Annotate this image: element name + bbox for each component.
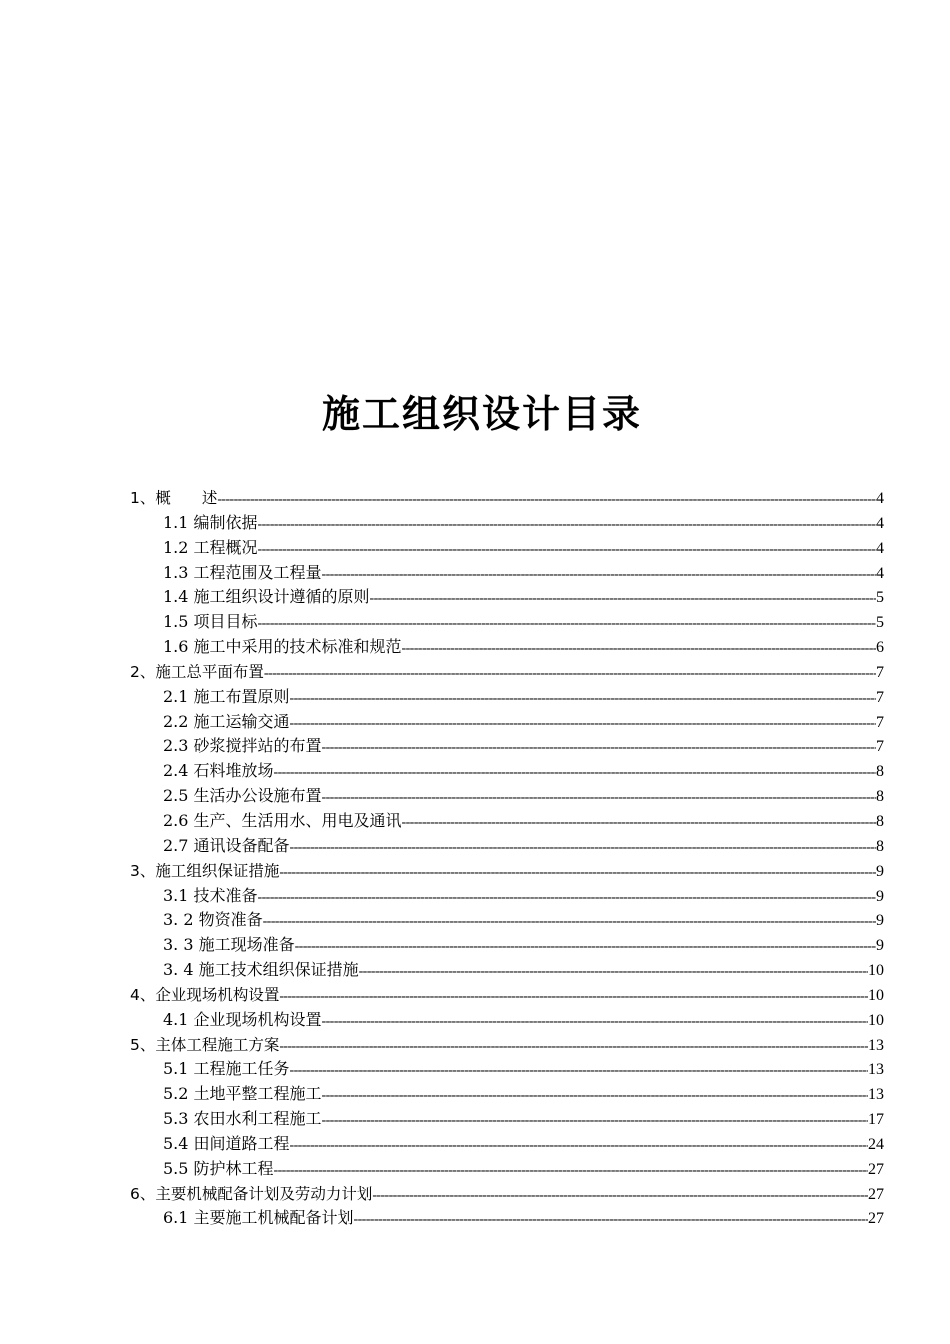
toc-leader-dashes — [290, 712, 876, 737]
toc-page-number: 8 — [876, 788, 884, 806]
toc-section-entry[interactable] — [130, 1082, 884, 1107]
toc-entry-label: 2.7 通讯设备配备 — [163, 835, 290, 855]
toc-page-number: 7 — [876, 738, 884, 756]
toc-entry-label: 1.4 施工组织设计遵循的原则 — [163, 587, 370, 607]
toc-chapter-entry[interactable] — [130, 486, 884, 511]
toc-entry-label: 4、企业现场机构设置 — [130, 985, 280, 1004]
toc-page-number: 4 — [876, 564, 884, 582]
toc-leader-dashes — [322, 736, 876, 761]
toc-entry-label: 6.1 主要施工机械配备计划 — [163, 1208, 354, 1228]
toc-leader-dashes — [264, 662, 876, 687]
toc-leader-dashes — [274, 1159, 868, 1184]
toc-leader-dashes — [372, 1184, 868, 1209]
toc-entry-label: 2、施工总平面布置 — [130, 662, 264, 681]
toc-entry-label: 1、概 述 — [130, 489, 218, 507]
toc-entry-label: 3.1 技术准备 — [163, 885, 258, 905]
toc-page-number: 4 — [876, 490, 884, 507]
toc-section-entry[interactable] — [130, 908, 884, 933]
toc-chapter-entry[interactable] — [130, 1182, 884, 1207]
toc-leader-dashes — [290, 1134, 868, 1159]
toc-page-number: 8 — [876, 763, 884, 781]
toc-chapter-entry[interactable] — [130, 859, 884, 884]
toc-section-entry[interactable] — [130, 685, 884, 710]
toc-entry-label: 4.1 企业现场机构设置 — [163, 1009, 322, 1029]
toc-page-number: 6 — [876, 639, 884, 657]
toc-page-number: 10 — [868, 986, 884, 1004]
toc-section-entry[interactable] — [130, 809, 884, 834]
toc-page-number: 7 — [876, 713, 884, 731]
toc-entry-label: 2.4 石料堆放场 — [163, 761, 274, 781]
toc-section-entry[interactable] — [130, 710, 884, 735]
toc-leader-dashes — [322, 563, 876, 588]
toc-section-entry[interactable] — [130, 1157, 884, 1182]
toc-entry-label: 3、施工组织保证措施 — [130, 861, 280, 880]
toc-section-entry[interactable] — [130, 1206, 884, 1231]
toc-section-entry[interactable] — [130, 1008, 884, 1033]
toc-section-entry[interactable] — [130, 610, 884, 635]
toc-chapter-entry[interactable] — [130, 660, 884, 685]
toc-entry-label: 2.1 施工布置原则 — [163, 686, 290, 706]
toc-page-number: 27 — [868, 1160, 884, 1178]
toc-leader-dashes — [290, 1059, 868, 1084]
toc-entry-label: 5、主体工程施工方案 — [130, 1035, 280, 1054]
toc-page-number: 17 — [868, 1111, 884, 1129]
toc-section-entry[interactable] — [130, 536, 884, 561]
toc-leader-dashes — [279, 1035, 868, 1060]
toc-page-number: 8 — [876, 812, 884, 830]
toc-entry-label: 6、主要机械配备计划及劳动力计划 — [130, 1184, 373, 1203]
toc-page-number: 9 — [876, 912, 884, 930]
toc-section-entry[interactable] — [130, 958, 884, 983]
toc-leader-dashes — [258, 612, 876, 637]
toc-entry-label: 5.3 农田水利工程施工 — [163, 1109, 322, 1129]
toc-entry-label: 3. 4 施工技术组织保证措施 — [163, 960, 359, 980]
toc-section-entry[interactable] — [130, 1057, 884, 1082]
toc-entry-label: 1.2 工程概况 — [163, 537, 258, 557]
toc-entry-label: 3. 2 物资准备 — [163, 910, 263, 930]
toc-page-number: 9 — [876, 862, 884, 880]
toc-section-entry[interactable] — [130, 635, 884, 660]
toc-leader-dashes — [354, 1208, 868, 1233]
toc-entry-label: 2.2 施工运输交通 — [163, 711, 290, 731]
toc-entry-label: 1.6 施工中采用的技术标准和规范 — [163, 637, 402, 657]
toc-section-entry[interactable] — [130, 511, 884, 536]
toc-section-entry[interactable] — [130, 933, 884, 958]
toc-leader-dashes — [295, 935, 876, 960]
toc-entry-label: 1.3 工程范围及工程量 — [163, 562, 322, 582]
toc-leader-dashes — [274, 761, 876, 786]
toc-leader-dashes — [263, 910, 876, 935]
toc-leader-dashes — [258, 886, 876, 911]
toc-leader-dashes — [402, 811, 876, 836]
toc-page-number: 10 — [868, 962, 884, 980]
toc-section-entry[interactable] — [130, 585, 884, 610]
toc-page-number: 13 — [868, 1061, 884, 1079]
toc-entry-label: 2.3 砂浆搅拌站的布置 — [163, 736, 322, 756]
toc-page-number: 4 — [876, 514, 884, 532]
toc-entry-label: 2.5 生活办公设施布置 — [163, 786, 322, 806]
toc-page-number: 9 — [876, 937, 884, 955]
toc-section-entry[interactable] — [130, 784, 884, 809]
toc-entry-label: 5.5 防护林工程 — [163, 1158, 274, 1178]
toc-section-entry[interactable] — [130, 734, 884, 759]
table-of-contents — [130, 486, 884, 1231]
toc-page-number: 27 — [868, 1210, 884, 1228]
toc-section-entry[interactable] — [130, 759, 884, 784]
toc-page-number: 7 — [876, 663, 884, 681]
document-title: 施工组织设计目录 — [321, 392, 642, 436]
toc-entry-label: 5.1 工程施工任务 — [163, 1059, 290, 1079]
toc-entry-label: 1.1 编制依据 — [163, 512, 258, 532]
toc-leader-dashes — [322, 1010, 868, 1035]
toc-entry-label: 3. 3 施工现场准备 — [163, 935, 295, 955]
toc-chapter-entry[interactable] — [130, 983, 884, 1008]
toc-page-number: 27 — [868, 1185, 884, 1203]
toc-page-number: 7 — [876, 688, 884, 706]
toc-entry-label: 5.2 土地平整工程施工 — [163, 1084, 322, 1104]
toc-page-number: 5 — [876, 614, 884, 632]
toc-chapter-entry[interactable] — [130, 1033, 884, 1058]
toc-page-number: 4 — [876, 539, 884, 557]
toc-leader-dashes — [402, 637, 876, 662]
toc-leader-dashes — [279, 985, 868, 1010]
toc-page-number: 8 — [876, 837, 884, 855]
toc-leader-dashes — [217, 488, 876, 513]
toc-page-number: 9 — [876, 887, 884, 905]
toc-leader-dashes — [258, 538, 876, 563]
toc-section-entry[interactable] — [130, 1132, 884, 1157]
toc-entry-label: 2.6 生产、生活用水、用电及通讯 — [163, 810, 402, 830]
toc-page-number: 10 — [868, 1011, 884, 1029]
toc-leader-dashes — [322, 1109, 868, 1134]
toc-leader-dashes — [322, 786, 876, 811]
toc-entry-label: 5.4 田间道路工程 — [163, 1133, 290, 1153]
toc-section-entry[interactable] — [130, 834, 884, 859]
toc-leader-dashes — [279, 861, 876, 886]
toc-page-number: 13 — [868, 1036, 884, 1054]
toc-section-entry[interactable] — [130, 1107, 884, 1132]
toc-page-number: 13 — [868, 1086, 884, 1104]
toc-page-number: 5 — [876, 589, 884, 607]
toc-leader-dashes — [258, 513, 876, 538]
toc-leader-dashes — [322, 1084, 868, 1109]
toc-entry-label: 1.5 项目目标 — [163, 612, 258, 632]
toc-section-entry[interactable] — [130, 884, 884, 909]
toc-section-entry[interactable] — [130, 561, 884, 586]
toc-leader-dashes — [290, 836, 876, 861]
toc-leader-dashes — [290, 687, 876, 712]
toc-leader-dashes — [370, 587, 876, 612]
toc-leader-dashes — [359, 960, 868, 985]
toc-page-number: 24 — [868, 1135, 884, 1153]
